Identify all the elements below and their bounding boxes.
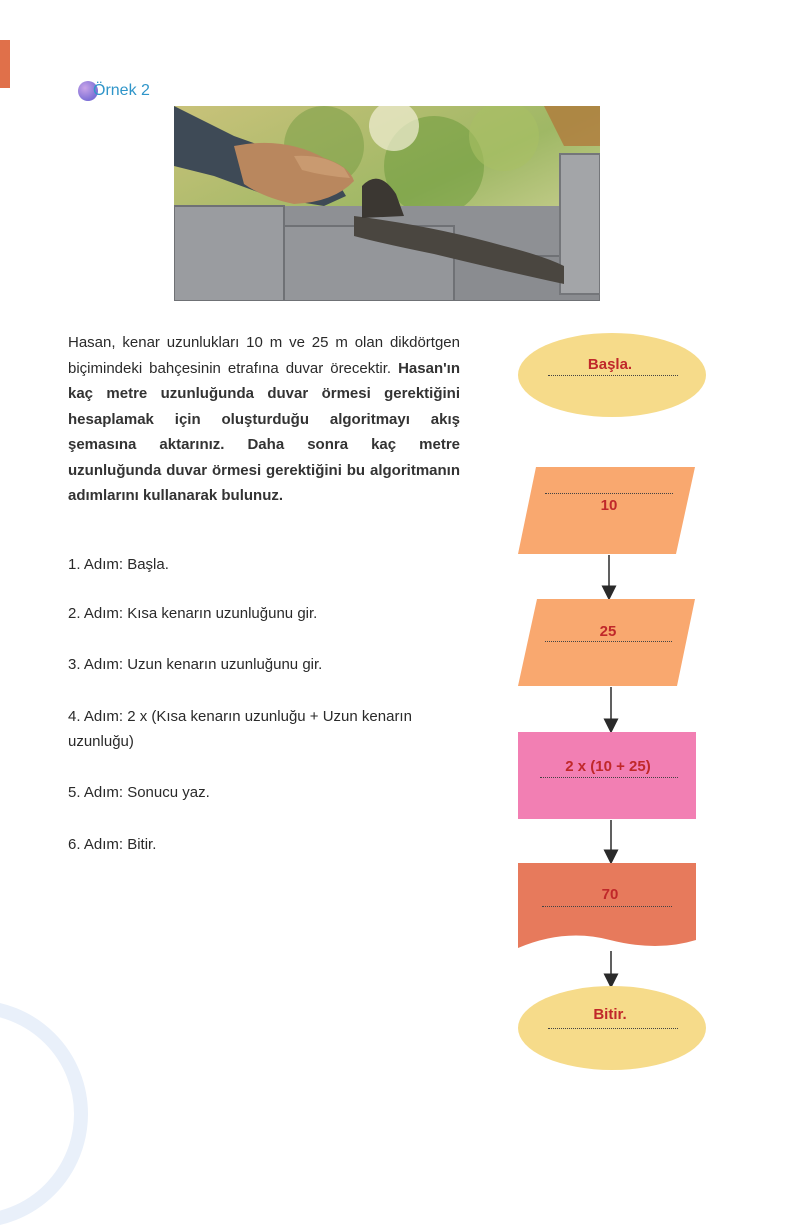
start-label: Başla. xyxy=(587,356,633,373)
example-title: Örnek 2 xyxy=(93,82,150,99)
input-box-long-side xyxy=(518,599,695,686)
output-label: 70 xyxy=(601,886,619,903)
process-box xyxy=(518,732,696,819)
step-2: 2. Adım: Kısa kenarın uzunluğunu gir. xyxy=(68,605,318,622)
process-dotline xyxy=(540,777,678,778)
end-label: Bitir. xyxy=(593,1006,627,1023)
process-label: 2 x (10 + 25) xyxy=(565,758,651,775)
problem-question: Hasan'ın kaç metre uzunluğunda duvar örmesi gerektiğini hesaplamak için oluşturduğu algoritmayı akış şemasına aktarınız. Daha sonra kaç metre uzunluğunda duvar örmesi gerektiğini bu algoritmanın adımlarını kullanarak bulunuz. xyxy=(68,359,460,504)
step-1: 1. Adım: Başla. xyxy=(68,556,169,573)
output-dotline xyxy=(542,906,672,907)
step-3: 3. Adım: Uzun kenarın uzunluğunu gir. xyxy=(68,656,323,673)
input2-label: 25 xyxy=(599,623,617,640)
step-6: 6. Adım: Bitir. xyxy=(68,836,157,853)
input1-label: 10 xyxy=(600,497,618,514)
input1-dotline xyxy=(545,493,673,494)
input2-dotline xyxy=(545,641,672,642)
step-5: 5. Adım: Sonucu yaz. xyxy=(68,784,210,801)
step-4: 4. Adım: 2 x (Kısa kenarın uzunluğu + Uzun kenarın uzunluğu) xyxy=(68,708,412,750)
problem-intro: Hasan, kenar uzunlukları 10 m ve 25 m olan dikdörtgen biçimindeki bahçesinin etrafına duvar örecektir. xyxy=(68,334,460,377)
end-dotline xyxy=(548,1028,678,1029)
start-dotline xyxy=(548,375,678,376)
